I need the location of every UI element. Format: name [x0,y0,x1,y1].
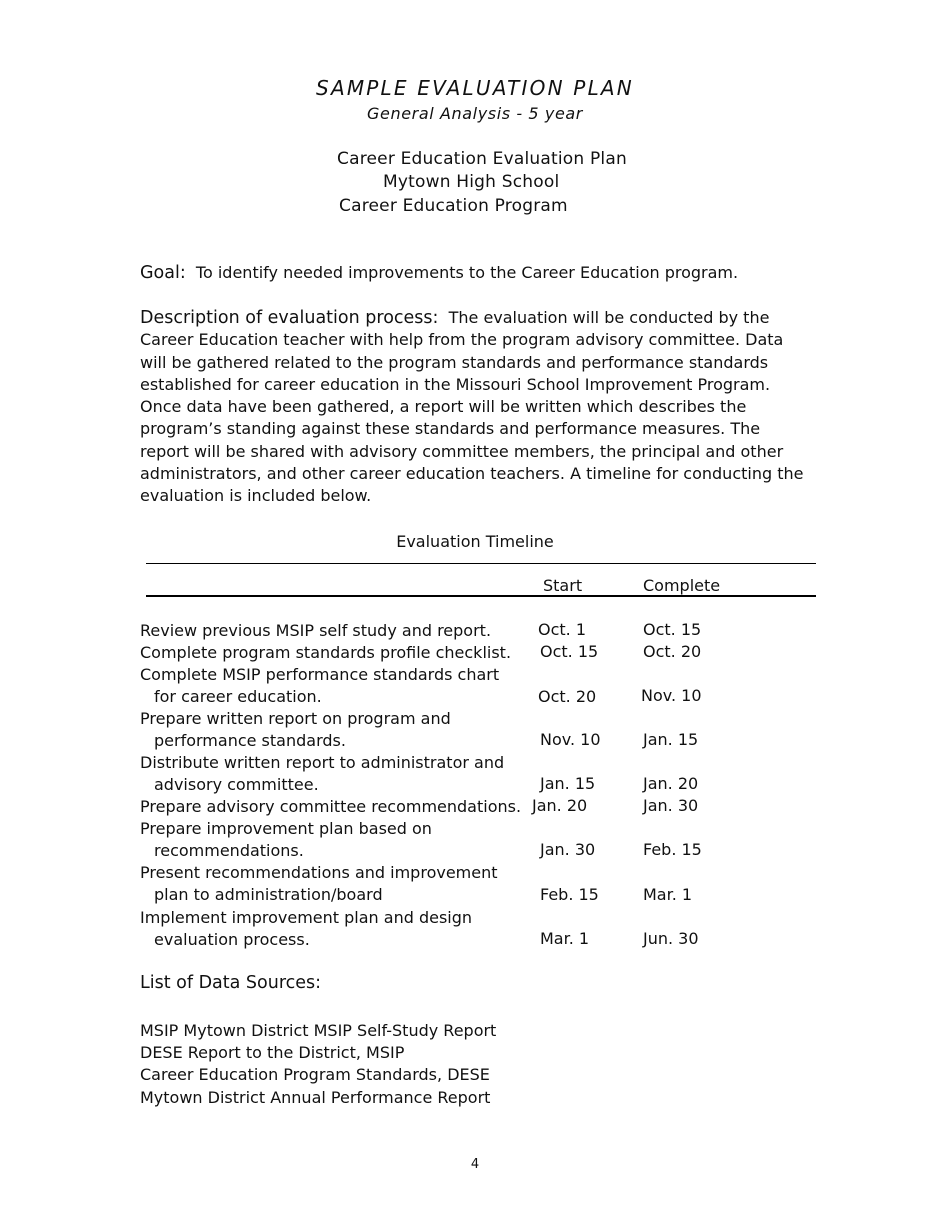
plan-name: Career Education Evaluation Plan [337,149,627,169]
start-date: Jan. 20 [532,796,588,815]
task-text: Present recommendations and improvement [140,863,498,882]
start-date: Nov. 10 [540,730,601,749]
column-header-complete: Complete [643,576,721,595]
complete-date: Jun. 30 [643,929,699,948]
timeline-title: Evaluation Timeline [396,532,554,551]
task-text-continued: recommendations. [154,841,304,861]
page-number: 4 [470,1157,480,1172]
goal-text: To identify needed improvements to the Career Education program. [195,263,739,282]
task-text: Implement improvement plan and design [140,908,473,927]
description-paragraph [140,307,810,508]
complete-date: Feb. 15 [643,840,702,859]
goal-paragraph [140,263,738,283]
task-text-continued: for career education. [154,687,322,707]
complete-date: Jan. 15 [643,730,699,749]
data-sources-list [140,1020,496,1109]
start-date: Jan. 15 [540,774,596,793]
data-source-item: DESE Report to the District, MSIP [140,1043,405,1063]
data-sources-label: List of Data Sources: [140,973,322,993]
task-text: Distribute written report to administrator and [140,753,505,772]
complete-date: Mar. 1 [643,885,693,904]
description-label: Description of evaluation process: [140,308,439,328]
complete-date: Oct. 15 [643,620,702,639]
school-name: Mytown High School [383,172,560,192]
task-text-continued: evaluation process. [154,930,310,950]
start-date: Oct. 20 [538,687,597,706]
start-date: Jan. 30 [540,840,596,859]
data-source-item: MSIP Mytown District MSIP Self-Study Report [140,1021,497,1040]
timeline-header-rule [146,595,816,597]
complete-date: Oct. 20 [643,642,702,661]
goal-label: Goal: [140,263,186,283]
task-text: Review previous MSIP self study and report. [140,621,492,640]
data-source-item: Career Education Program Standards, DESE [140,1065,490,1085]
document-title: SAMPLE EVALUATION PLAN [316,76,634,100]
document-subtitle: General Analysis - 5 year [367,104,583,123]
task-text-continued: plan to administration/board [154,885,383,905]
task-text-continued: performance standards. [154,731,346,751]
task-text-continued: advisory committee. [154,775,319,795]
complete-date: Nov. 10 [641,686,702,705]
description-text: The evaluation will be conducted by the Career Education teacher with help from the program advisory committee. Data will be gathered related to the program standards and performance standards established for career education in the Missouri School Improvement Program. Once data have been gathered, a report will be written which describes the program’s standing against these standards and performance measures. The report will be shared with advisory committee members, the principal and other administrators, and other career education teachers. A timeline for conducting the evaluation is included below. [140,308,804,506]
complete-date: Jan. 20 [643,774,699,793]
task-text: Complete MSIP performance standards chart [140,665,500,684]
start-date: Feb. 15 [540,885,599,904]
data-source-item: Mytown District Annual Performance Report [140,1087,491,1107]
timeline-top-rule [146,563,816,564]
task-text: Prepare written report on program and [140,709,451,728]
program-name: Career Education Program [339,196,568,216]
start-date: Oct. 1 [538,620,587,639]
task-text: Complete program standards profile checklist. [140,643,512,662]
complete-date: Jan. 30 [643,796,699,815]
column-header-start: Start [543,576,583,595]
start-date: Mar. 1 [540,929,590,948]
task-text: Prepare improvement plan based on [140,819,432,838]
start-date: Oct. 15 [540,642,599,661]
task-text: Prepare advisory committee recommendations. [140,797,522,816]
